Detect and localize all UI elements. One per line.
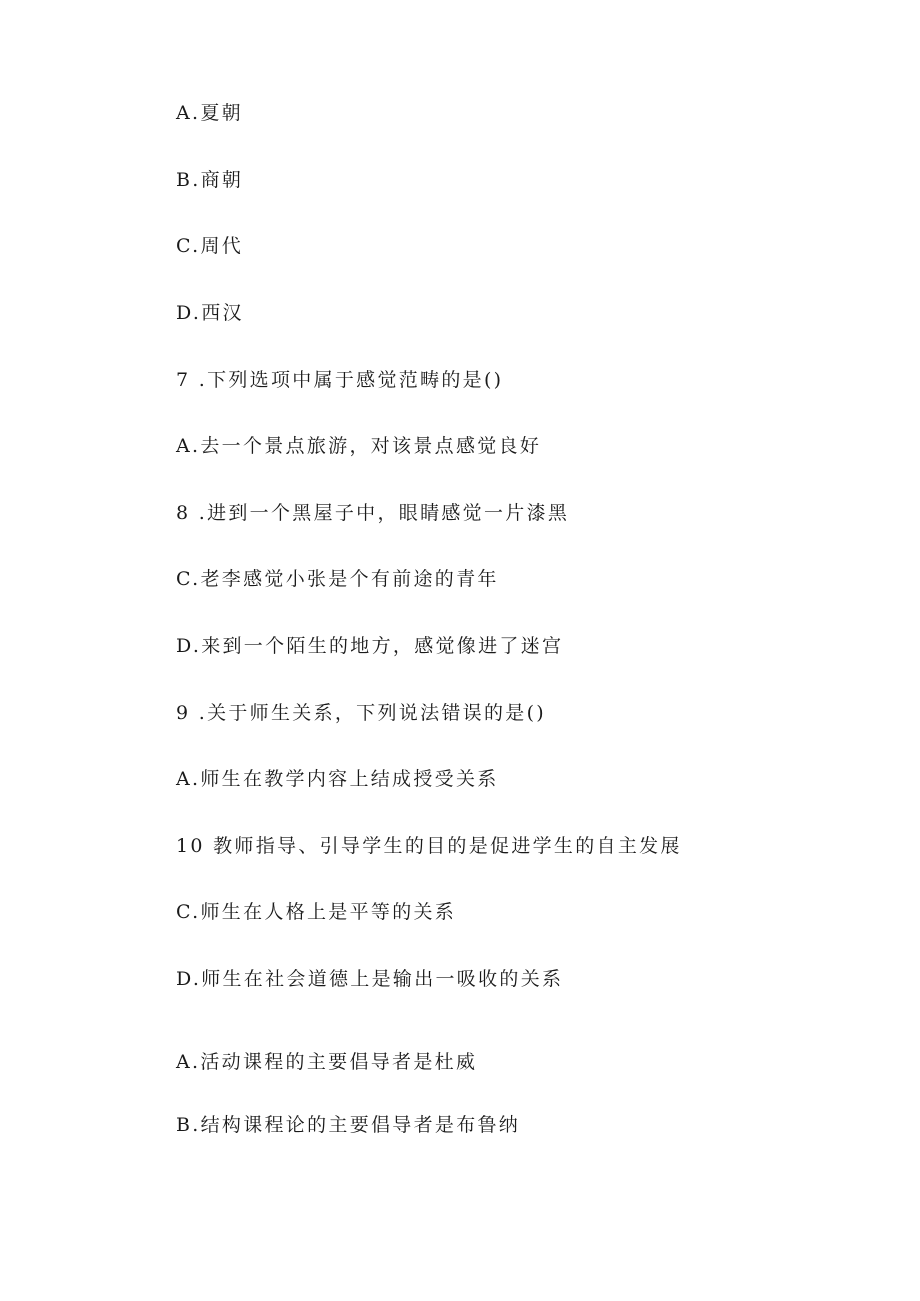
option-a-xia-dynasty: A.夏朝 [176, 102, 243, 124]
question-9-option-c: C.师生在人格上是平等的关系 [176, 901, 457, 923]
option-d-western-han: D.西汉 [176, 302, 244, 324]
question-7: 7 .下列选项中属于感觉范畴的是() [176, 369, 504, 391]
option-c-zhou-dynasty: C.周代 [176, 235, 244, 257]
curriculum-option-b: B.结构课程论的主要倡导者是布鲁纳 [176, 1114, 521, 1136]
question-10-line: 10 教师指导、引导学生的目的是促进学生的自主发展 [176, 835, 682, 857]
question-8-line: 8 .进到一个黑屋子中，眼睛感觉一片漆黑 [176, 502, 570, 524]
question-9-option-a: A.师生在教学内容上结成授受关系 [176, 768, 499, 790]
question-9-option-d: D.师生在社会道德上是输出一吸收的关系 [176, 968, 564, 990]
option-b-shang-dynasty: B.商朝 [176, 169, 244, 191]
curriculum-option-a: A.活动课程的主要倡导者是杜威 [176, 1051, 478, 1073]
question-7-option-d: D.来到一个陌生的地方，感觉像进了迷宫 [176, 635, 564, 657]
question-9: 9 .关于师生关系，下列说法错误的是() [176, 702, 546, 724]
question-7-option-c: C.老李感觉小张是个有前途的青年 [176, 568, 499, 590]
question-7-option-a: A.去一个景点旅游，对该景点感觉良好 [176, 435, 542, 457]
